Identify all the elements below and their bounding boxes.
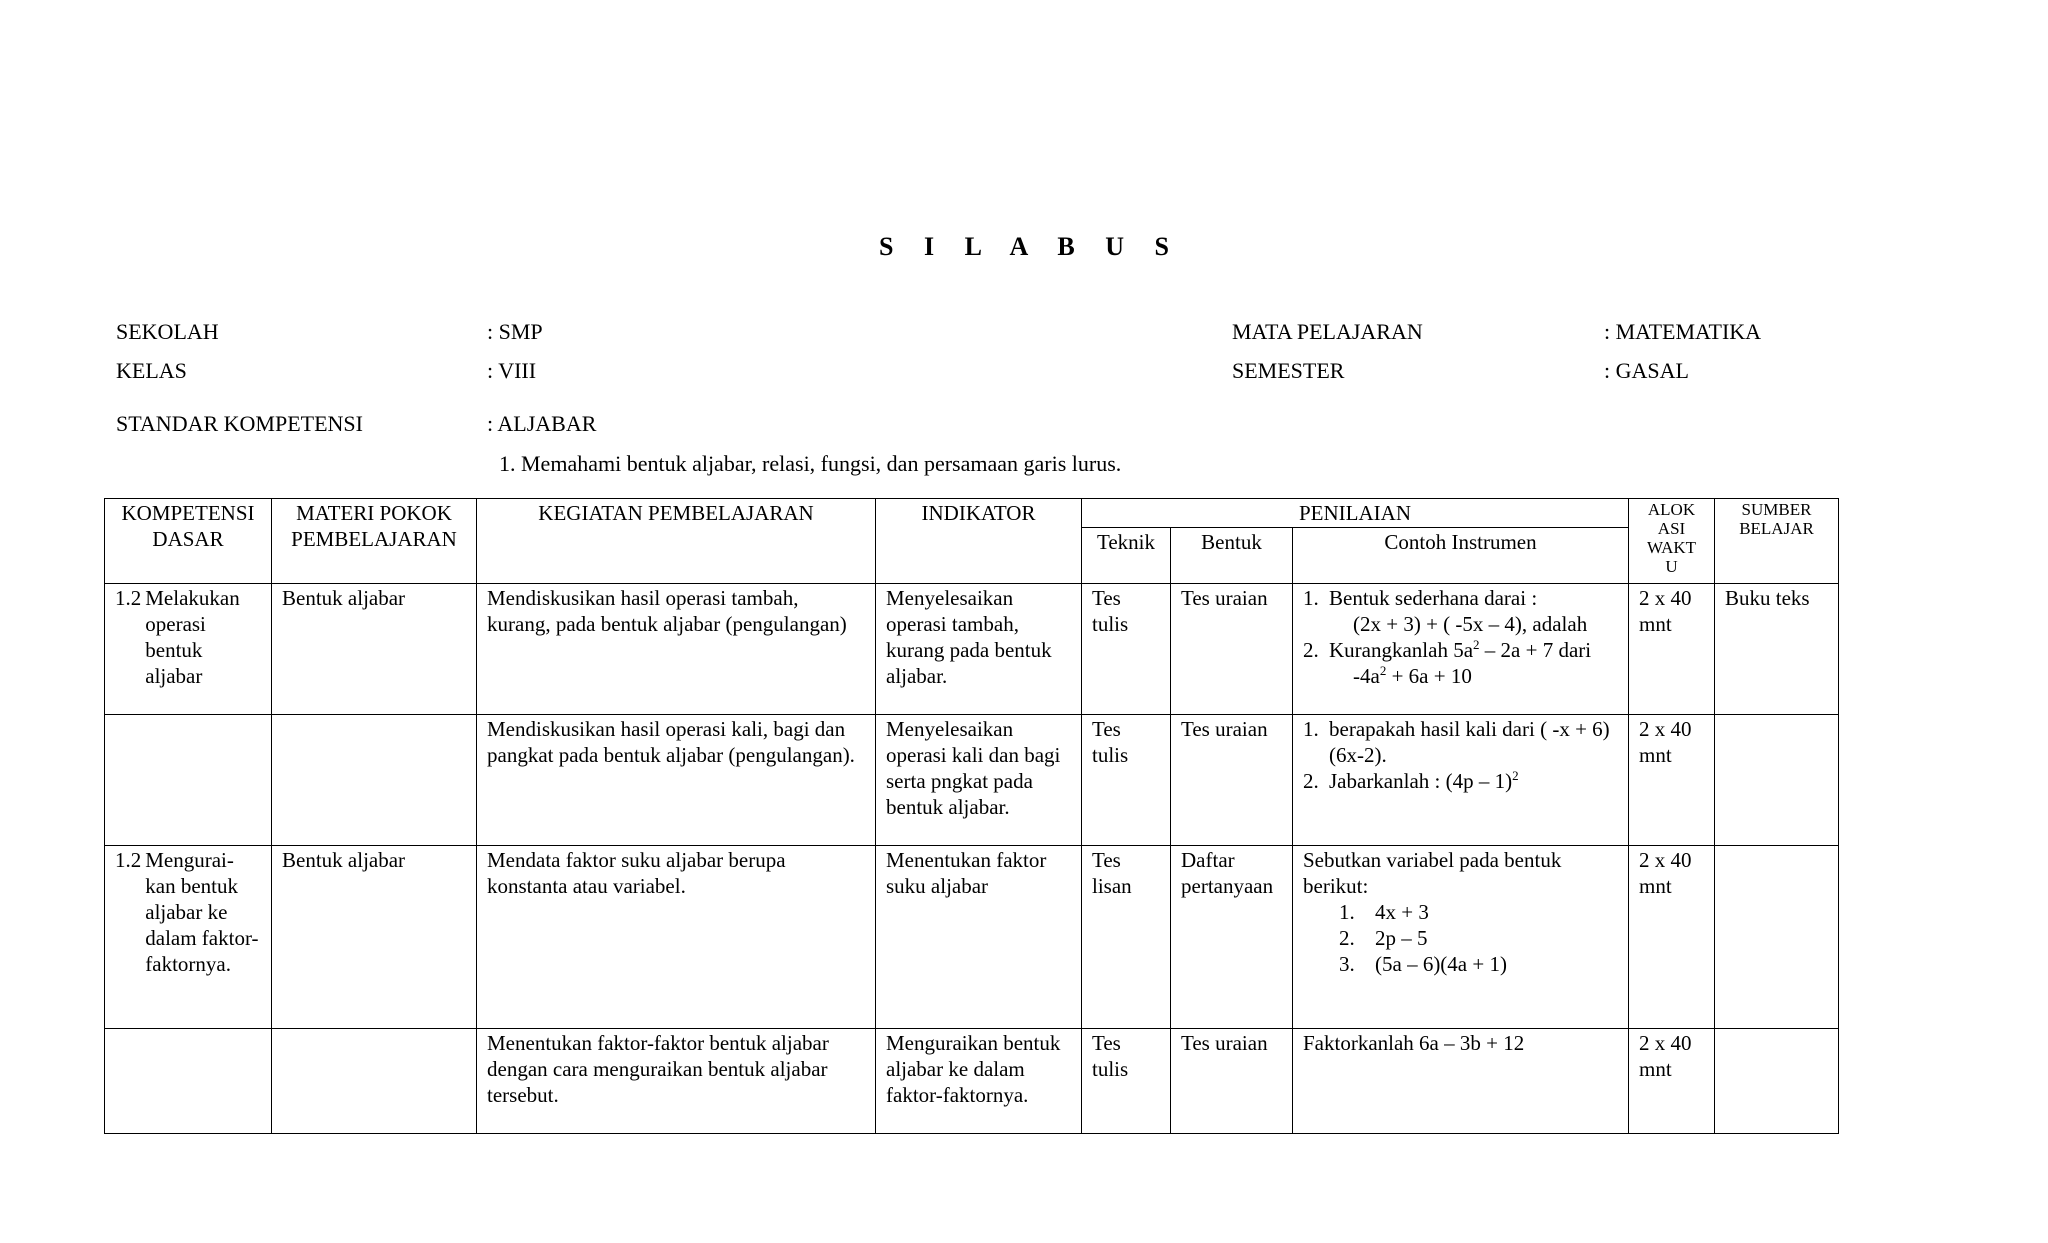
teknik-cell: Tes tulis bbox=[1082, 715, 1171, 846]
contoh-instrumen-cell bbox=[1293, 846, 1629, 1029]
table-row bbox=[105, 1029, 1839, 1134]
kd-number: 1.2 bbox=[115, 848, 142, 872]
materi-cell: Bentuk aljabar bbox=[272, 846, 477, 1029]
materi-cell bbox=[272, 715, 477, 846]
kelas-value: : VIII bbox=[487, 358, 537, 383]
header-contoh-instrumen: Contoh Instrumen bbox=[1293, 528, 1629, 584]
indikator-cell: Menentukan faktor suku aljabar bbox=[876, 846, 1082, 1029]
header-alokasi-waktu: ALOK ASI WAKT U bbox=[1629, 499, 1715, 584]
list-item: 1. 4x + 3 bbox=[1339, 900, 1429, 924]
alokasi-cell: 2 x 40 mnt bbox=[1629, 584, 1715, 715]
kegiatan-cell: Mendata faktor suku aljabar berupa konstanta atau variabel. bbox=[477, 846, 876, 1029]
kompetensi-dasar-cell bbox=[105, 715, 272, 846]
page-title: S I L A B U S bbox=[879, 232, 1181, 261]
list-item: 2. Kurangkanlah $5a^2 - 2a + 7$ dari $-4a^2 + 6a + 10$ bbox=[1303, 637, 1592, 688]
standar-kompetensi-label: STANDAR KOMPETENSI bbox=[116, 411, 363, 436]
contoh-instrumen-cell bbox=[1293, 715, 1629, 846]
list-item: 2. 2p – 5 bbox=[1339, 926, 1428, 950]
list-item: 1. berapakah hasil kali dari ( -x + 6) (6x-2). bbox=[1303, 717, 1610, 767]
mapel-label: MATA PELAJARAN bbox=[1232, 319, 1423, 344]
header-indikator: INDIKATOR bbox=[876, 499, 1082, 584]
header-kegiatan: KEGIATAN PEMBELAJARAN bbox=[477, 499, 876, 584]
teknik-cell: Tes lisan bbox=[1082, 846, 1171, 1029]
header-row bbox=[105, 499, 1839, 528]
syllabus-table bbox=[104, 498, 1839, 1134]
table-row bbox=[105, 584, 1839, 715]
table-row bbox=[105, 715, 1839, 846]
bentuk-cell: Tes uraian bbox=[1171, 584, 1293, 715]
sumber-cell bbox=[1715, 715, 1839, 846]
header-sumber-belajar: SUMBER BELAJAR bbox=[1715, 499, 1839, 584]
indikator-cell: Menyelesaikan operasi tambah, kurang pada bentuk aljabar. bbox=[876, 584, 1082, 715]
standar-kompetensi-desc: 1. Memahami bentuk aljabar, relasi, fungsi, dan persamaan garis lurus. bbox=[499, 451, 1122, 476]
alokasi-cell: 2 x 40 mnt bbox=[1629, 846, 1715, 1029]
bentuk-cell: Daftar pertanyaan bbox=[1171, 846, 1293, 1029]
kd-text: Melakukan operasi bentuk aljabar bbox=[145, 586, 240, 688]
sumber-cell bbox=[1715, 846, 1839, 1029]
contoh-intro: Sebutkan variabel pada bentuk berikut: bbox=[1303, 848, 1562, 898]
sumber-cell: Buku teks bbox=[1715, 584, 1839, 715]
list-item: 1. Bentuk sederhana darai : (2x + 3) + ( -5x – 4), adalah bbox=[1303, 586, 1588, 636]
header-teknik: Teknik bbox=[1082, 528, 1171, 584]
semester-value: : GASAL bbox=[1604, 358, 1689, 383]
kompetensi-dasar-cell bbox=[105, 584, 272, 715]
standar-kompetensi-value: : ALJABAR bbox=[487, 411, 597, 436]
sekolah-label: SEKOLAH bbox=[116, 319, 219, 344]
kd-number: 1.2 bbox=[115, 586, 142, 610]
alokasi-cell: 2 x 40 mnt bbox=[1629, 715, 1715, 846]
bentuk-cell: Tes uraian bbox=[1171, 715, 1293, 846]
contoh-instrumen-cell bbox=[1293, 584, 1629, 715]
kelas-label: KELAS bbox=[116, 358, 187, 383]
mapel-value: : MATEMATIKA bbox=[1604, 319, 1762, 344]
sumber-cell bbox=[1715, 1029, 1839, 1134]
header-bentuk: Bentuk bbox=[1171, 528, 1293, 584]
table-row bbox=[105, 846, 1839, 1029]
materi-cell: Bentuk aljabar bbox=[272, 584, 477, 715]
header-materi-pokok: MATERI POKOK PEMBELAJARAN bbox=[272, 499, 477, 584]
bentuk-cell: Tes uraian bbox=[1171, 1029, 1293, 1134]
kompetensi-dasar-cell bbox=[105, 846, 272, 1029]
list-item: 3. (5a – 6)(4a + 1) bbox=[1339, 952, 1507, 976]
header-kompetensi-dasar: KOMPETENSI DASAR bbox=[105, 499, 272, 584]
indikator-cell: Menyelesaikan operasi kali dan bagi serta pngkat pada bentuk aljabar. bbox=[876, 715, 1082, 846]
sekolah-value: : SMP bbox=[487, 319, 543, 344]
materi-cell bbox=[272, 1029, 477, 1134]
kegiatan-cell: Mendiskusikan hasil operasi tambah, kurang, pada bentuk aljabar (pengulangan) bbox=[477, 584, 876, 715]
alokasi-cell: 2 x 40 mnt bbox=[1629, 1029, 1715, 1134]
contoh-instrumen-cell: Faktorkanlah 6a – 3b + 12 bbox=[1293, 1029, 1629, 1134]
indikator-cell: Menguraikan bentuk aljabar ke dalam faktor-faktornya. bbox=[876, 1029, 1082, 1134]
kegiatan-cell: Menentukan faktor-faktor bentuk aljabar dengan cara menguraikan bentuk aljabar tersebut. bbox=[477, 1029, 876, 1134]
kompetensi-dasar-cell bbox=[105, 1029, 272, 1134]
teknik-cell: Tes tulis bbox=[1082, 1029, 1171, 1134]
list-item: 2. Jabarkanlah : (4p – 1)$^2$ bbox=[1303, 768, 1519, 793]
kd-text: Mengurai-kan bentuk aljabar ke dalam faktor-faktornya. bbox=[145, 848, 259, 976]
header-penilaian: PENILAIAN bbox=[1082, 499, 1629, 528]
semester-label: SEMESTER bbox=[1232, 358, 1345, 383]
teknik-cell: Tes tulis bbox=[1082, 584, 1171, 715]
kegiatan-cell: Mendiskusikan hasil operasi kali, bagi dan pangkat pada bentuk aljabar (pengulangan). bbox=[477, 715, 876, 846]
